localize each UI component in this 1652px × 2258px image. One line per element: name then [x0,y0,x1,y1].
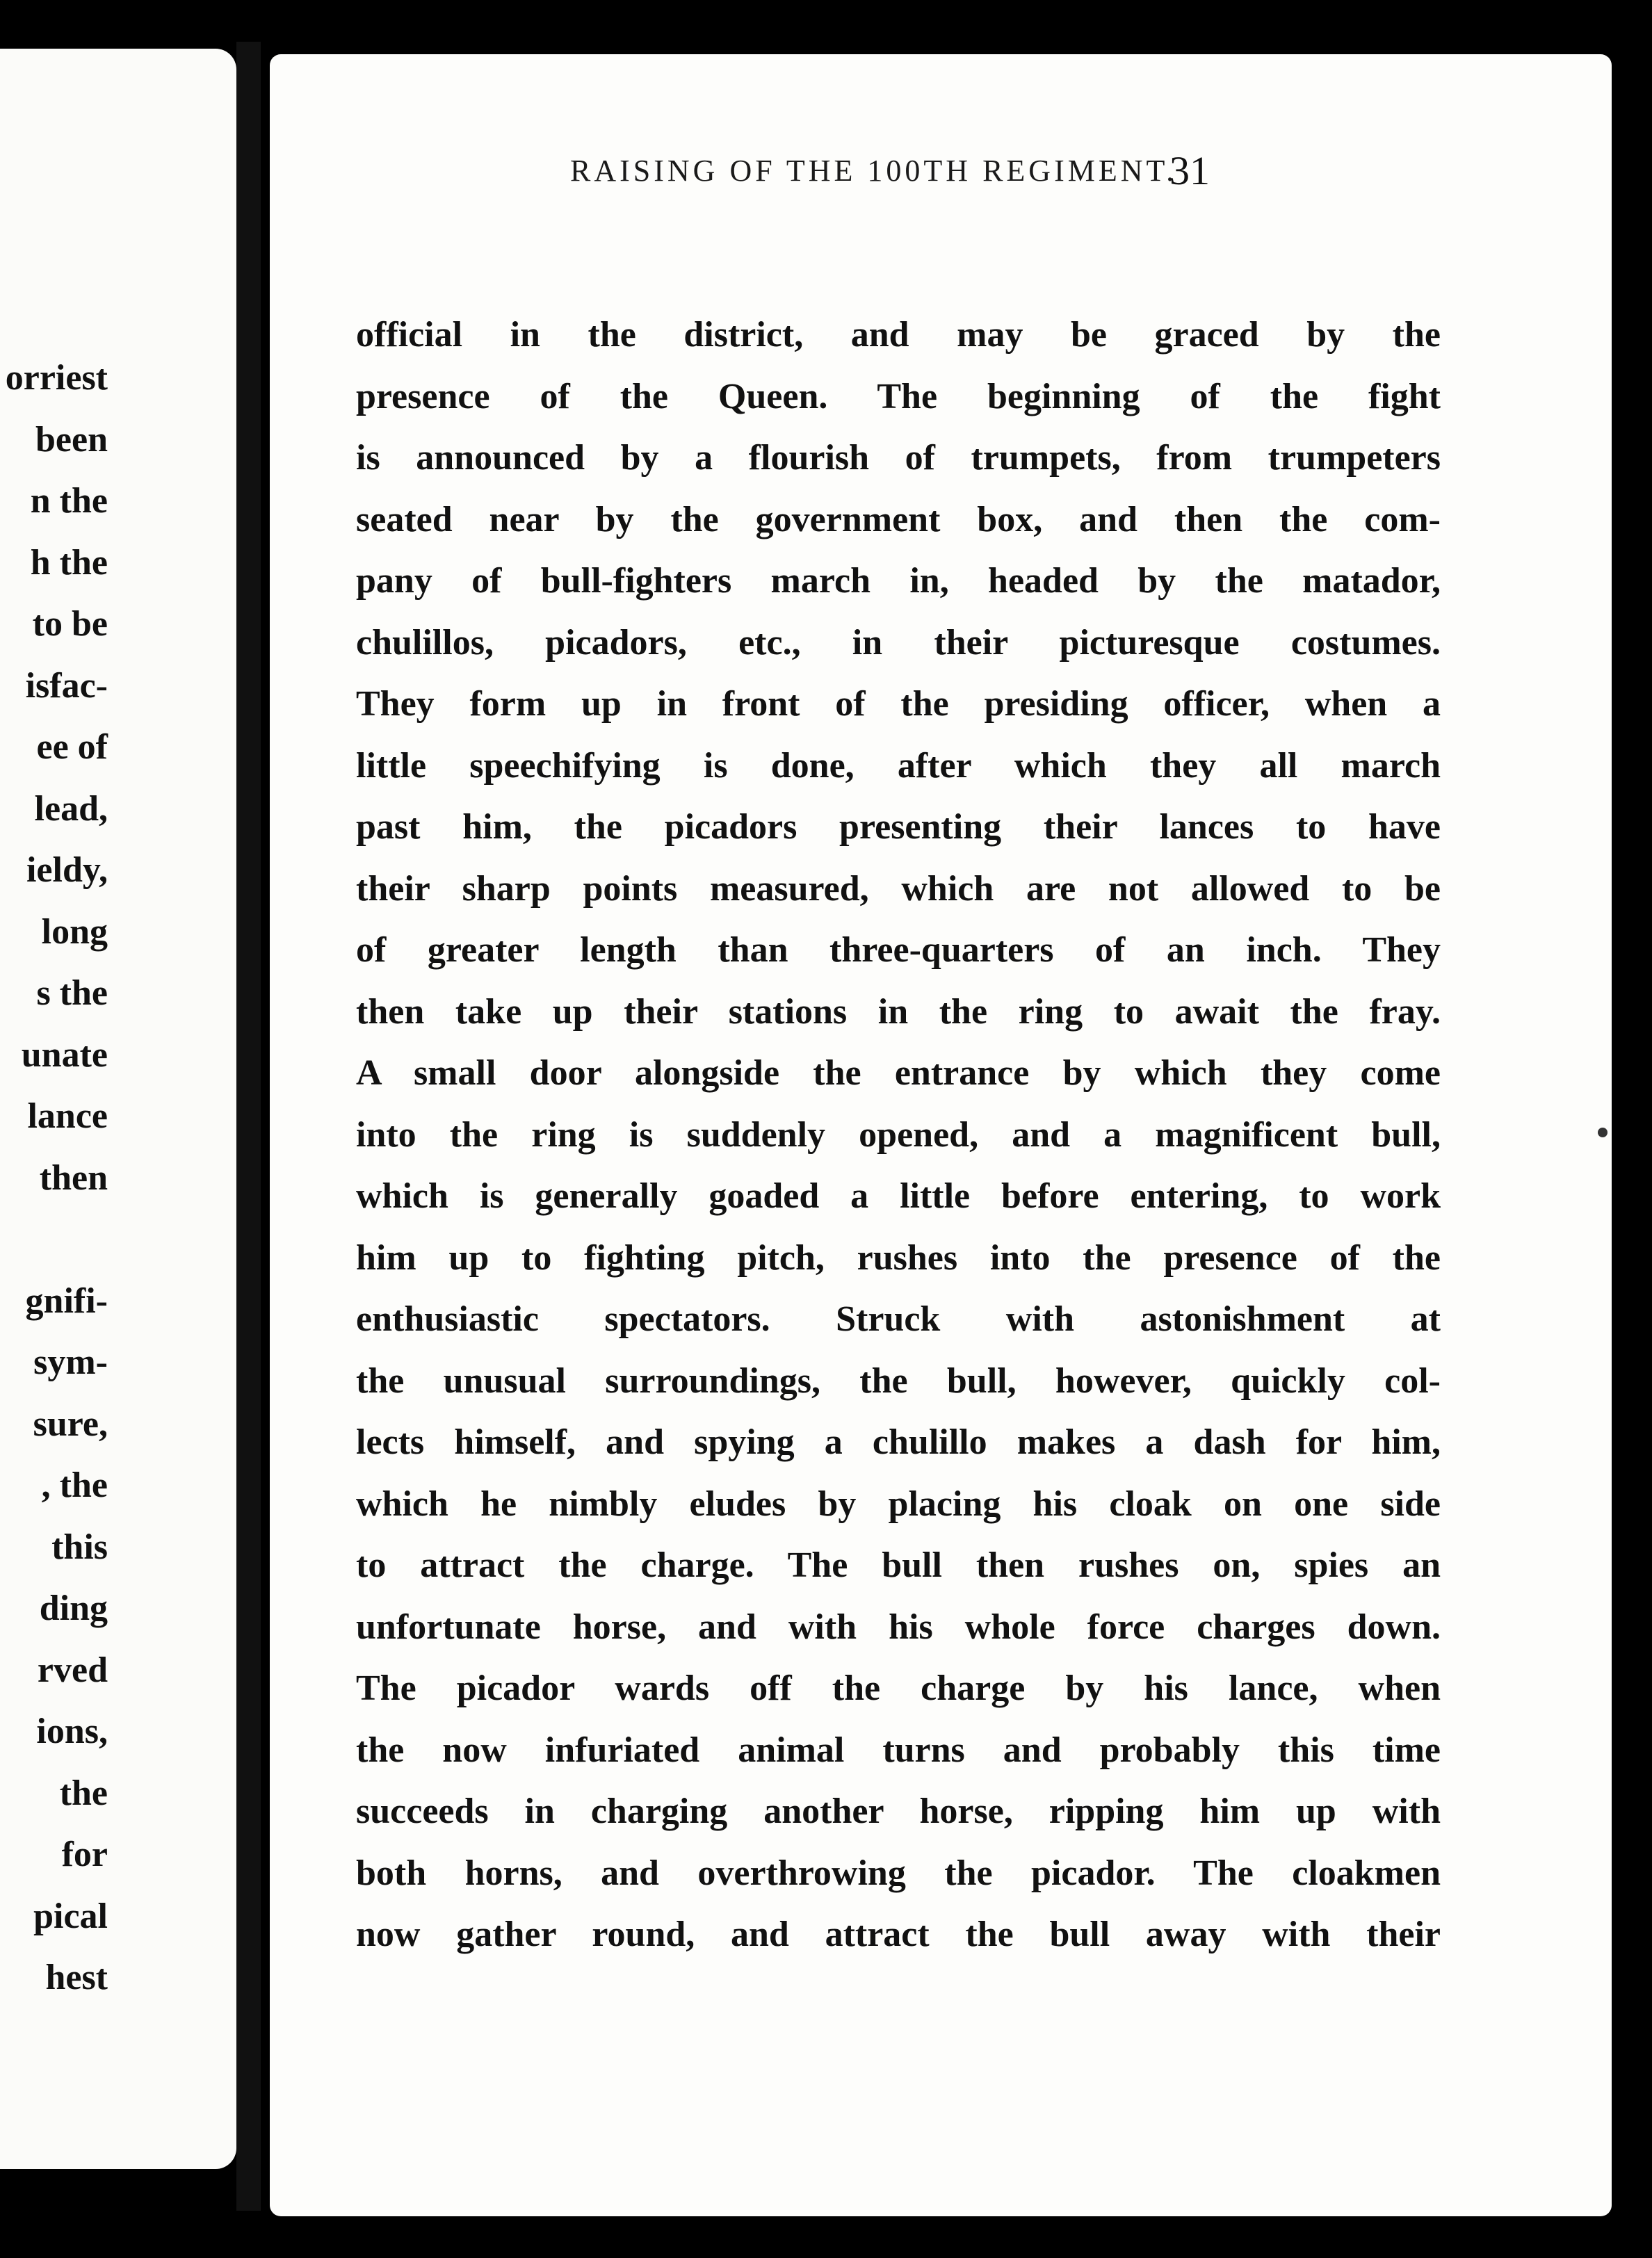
left-line: rved [37,1650,108,1690]
margin-speck [1598,1128,1608,1137]
left-line: n the [30,481,108,521]
left-line: this [51,1527,108,1567]
left-line: gnifi- [25,1281,108,1321]
left-line: sure, [33,1404,108,1444]
text-line: which he nimbly eludes by placing his cloak on one side [356,1484,1441,1524]
text-line: The picador wards off the charge by his lance, when [356,1668,1441,1708]
left-line: h the [30,542,108,583]
left-line: ieldy, [26,850,108,890]
text-line: presence of the Queen. The beginning of the fight [356,376,1441,416]
text-line: now gather round, and attract the bull away with their [356,1915,1441,1954]
left-line: ions, [36,1712,108,1751]
left-line: ee of [36,727,108,767]
text-line: past him, the picadors presenting their lances to have [356,807,1441,847]
left-line-blank [0,1209,108,1271]
text-line: is announced by a flourish of trumpets, from trumpeters [356,438,1441,478]
text-line: official in the district, and may be graced by the [356,315,1441,355]
book-gutter [236,42,261,2211]
left-line: , the [41,1465,108,1505]
text-line: then take up their stations in the ring to await the fray. [356,991,1441,1032]
left-line: orriest [5,358,108,398]
left-facing-page [0,49,236,2169]
text-line: succeeds in charging another horse, ripping him up with [356,1792,1441,1831]
text-line: him up to fighting pitch, rushes into the presence of the [356,1237,1441,1278]
left-line: been [35,419,108,460]
left-line: unate [21,1034,108,1075]
text-line: chulillos, picadors, etc., in their picturesque costumes. [356,622,1441,663]
text-line: into the ring is suddenly opened, and a magnificent bull, [356,1114,1441,1155]
left-line: isfac- [25,665,108,706]
left-line: the [59,1773,108,1813]
text-line: their sharp points measured, which are not allowed to be [356,868,1441,909]
text-line: the unusual surroundings, the bull, however, quickly col- [356,1361,1441,1401]
left-line: long [41,911,108,952]
text-line: pany of bull-fighters march in, headed by the matador, [356,561,1441,601]
text-line: of greater length than three-quarters of an inch. They [356,930,1441,970]
left-line: pical [33,1896,108,1936]
left-line: ding [39,1589,108,1628]
text-line: both horns, and overthrowing the picador. The cloakmen [356,1853,1441,1893]
text-line: lects himself, and spying a chulillo makes a dash for him, [356,1422,1441,1462]
left-line: hest [45,1958,108,1997]
left-line: for [61,1835,108,1874]
left-page-text [0,348,108,2009]
text-line: unfortunate horse, and with his whole force charges down. [356,1607,1441,1647]
text-line: the now infuriated animal turns and probably this time [356,1730,1441,1770]
text-line: A small door alongside the entrance by which they come [356,1053,1441,1093]
left-line: to be [32,604,108,644]
running-head [306,148,1210,209]
text-line: to attract the charge. The bull then rushes on, spies an [356,1545,1441,1585]
text-line: seated near by the government box, and then the com- [356,499,1441,539]
text-line: which is generally goaded a little before entering, to work [356,1176,1441,1216]
left-line: s the [36,973,108,1013]
body-text [356,304,1441,1966]
text-line: enthusiastic spectators. Struck with astonishment at [356,1299,1441,1339]
left-line: lead, [34,788,108,829]
left-line: lance [27,1096,108,1136]
text-line: They form up in front of the presiding officer, when a [356,684,1441,724]
text-line: little speechifying is done, after which they all march [356,745,1441,786]
left-line: sym- [33,1342,108,1382]
left-line: then [39,1158,108,1198]
running-head-title: RAISING OF THE 100TH REGIMENT. [570,154,1178,188]
page-number: 31 [1169,148,1210,193]
